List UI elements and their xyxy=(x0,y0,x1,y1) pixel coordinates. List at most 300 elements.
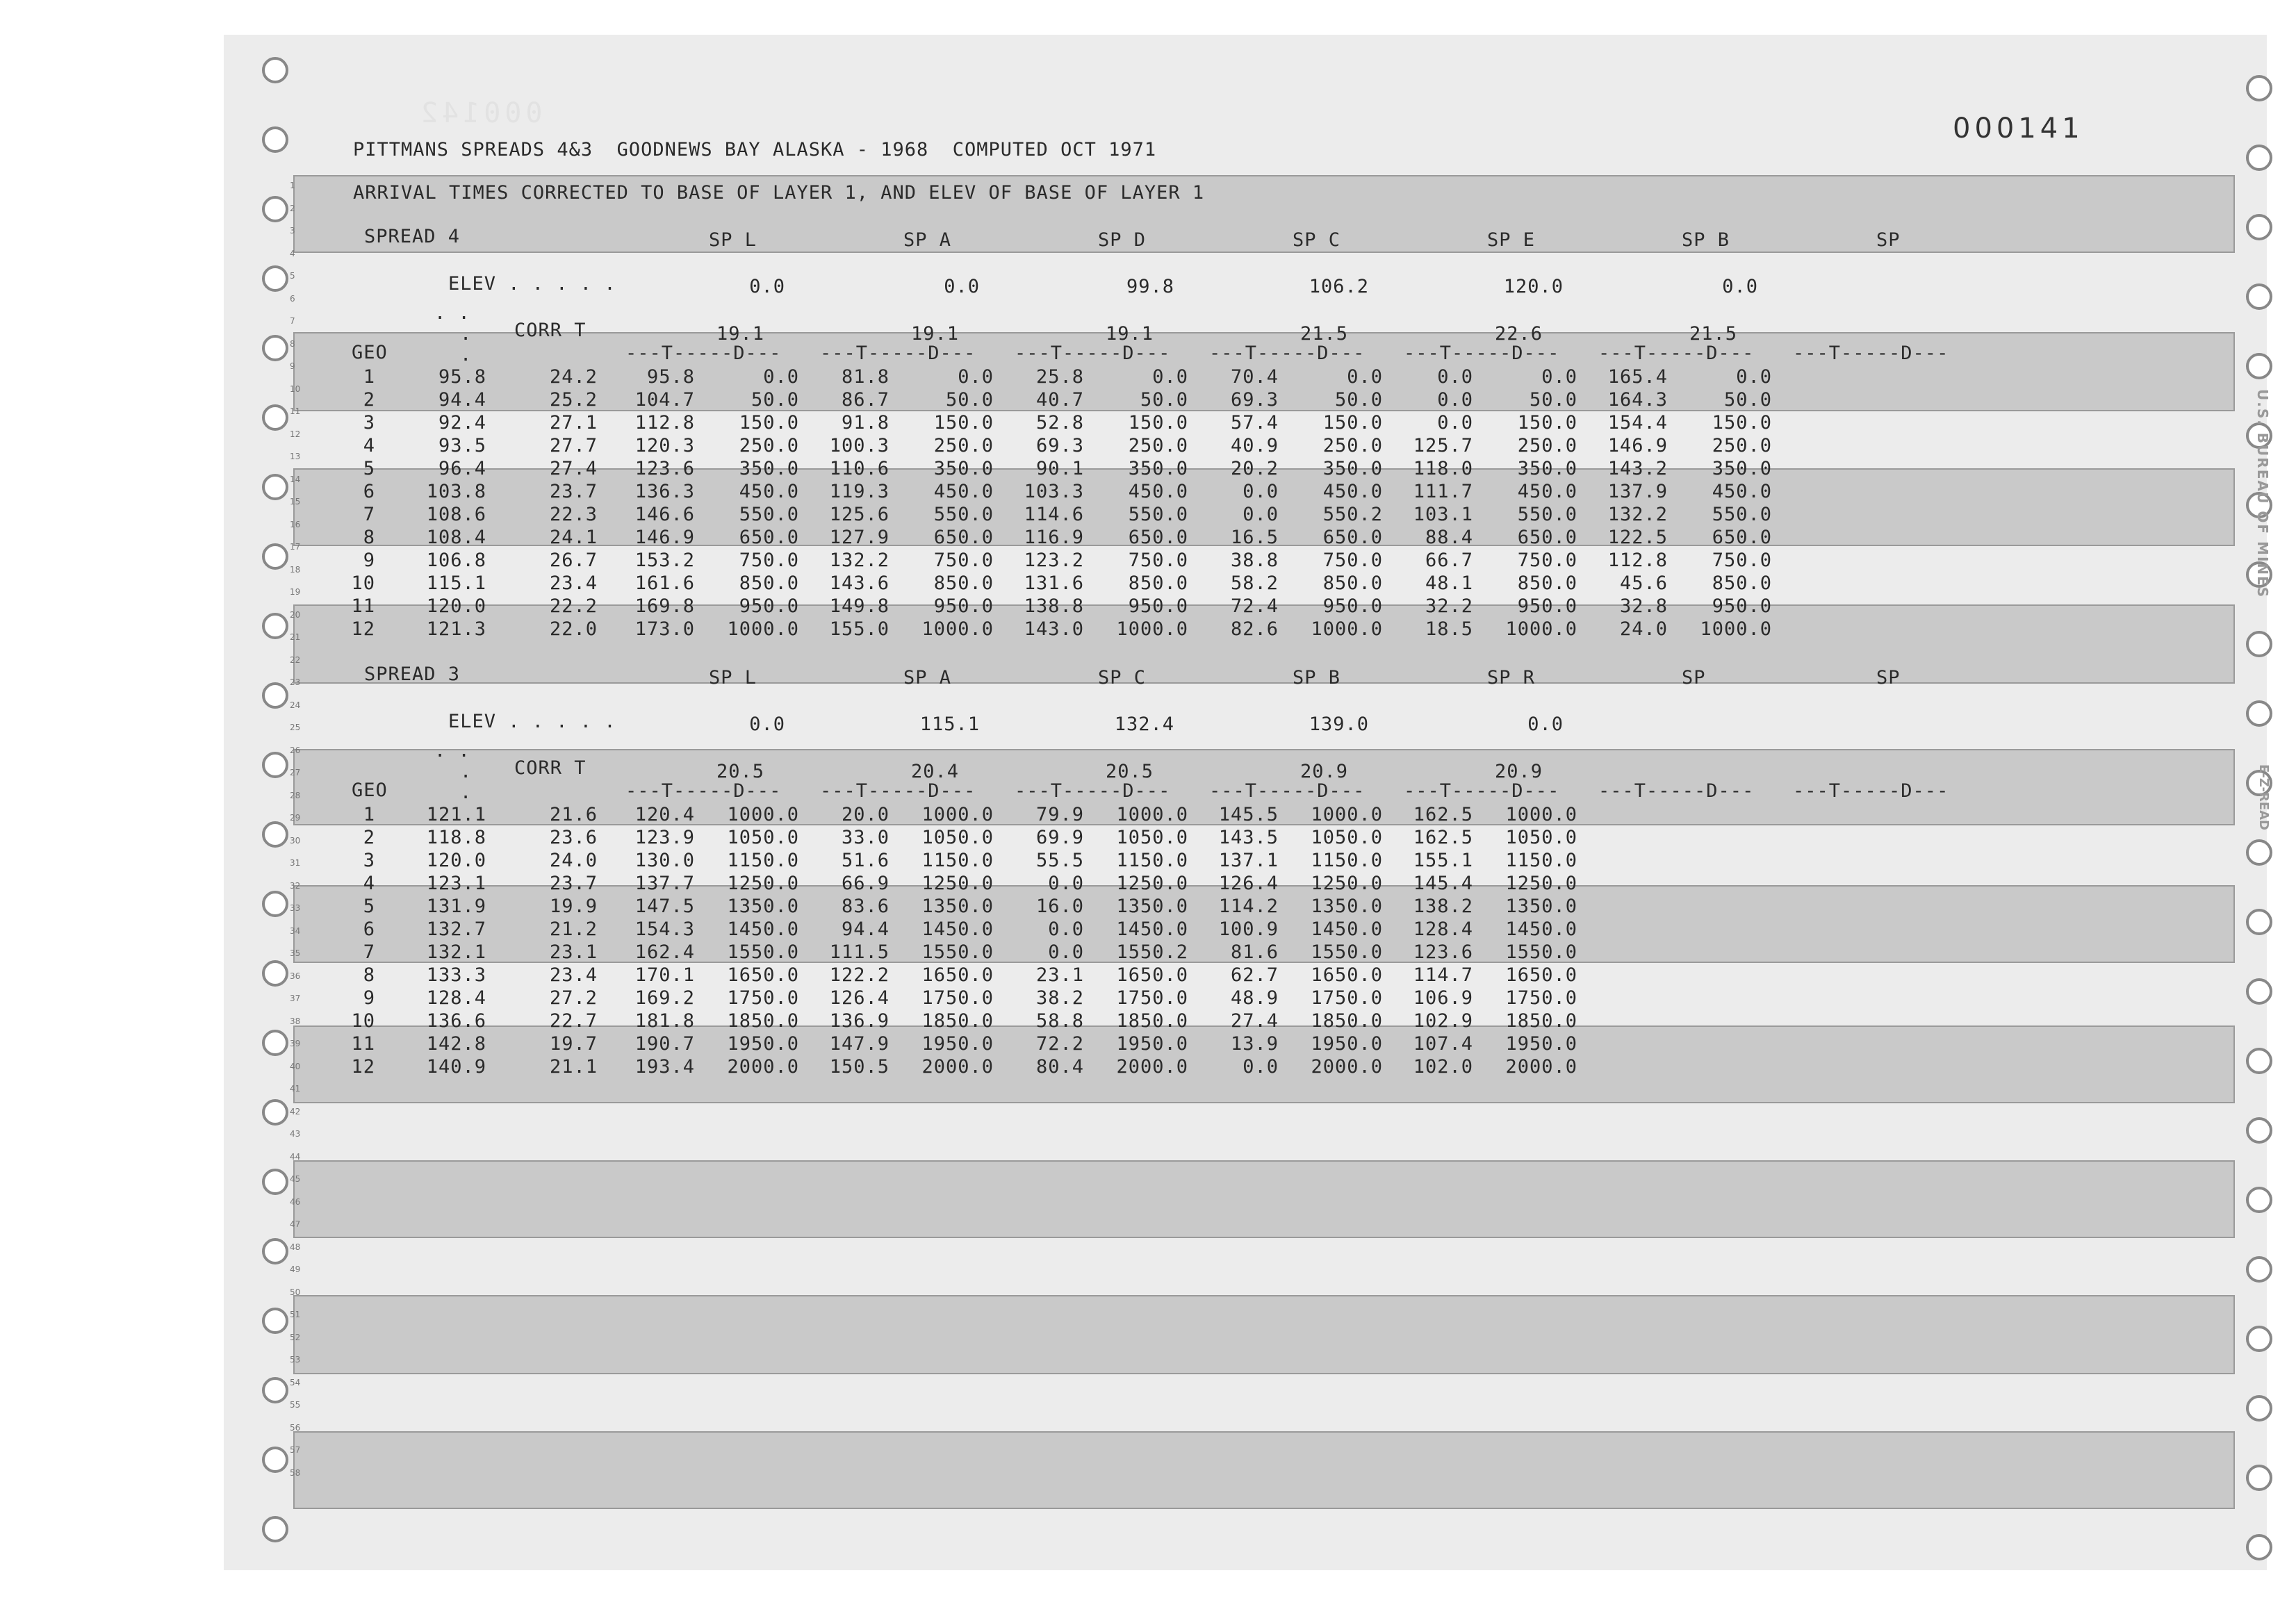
t-value: 128.4 xyxy=(1413,918,1473,940)
line-number: 15 xyxy=(290,497,301,506)
t-value: 125.7 xyxy=(1413,435,1473,456)
corr-value: 23.4 xyxy=(549,572,598,594)
t-value: 86.7 xyxy=(841,389,889,411)
t-value: 0.0 xyxy=(1437,389,1473,411)
td-header: ---T-----D--- xyxy=(1793,780,1949,802)
line-number: 25 xyxy=(290,723,301,732)
elev-value: 136.6 xyxy=(426,1010,486,1032)
corr-value: 25.2 xyxy=(549,389,598,411)
t-value: 126.4 xyxy=(829,987,889,1009)
t-value: 111.5 xyxy=(829,941,889,963)
t-value: 169.2 xyxy=(634,987,695,1009)
spread-label: SPREAD 3 xyxy=(364,664,461,685)
t-value: 143.5 xyxy=(1218,827,1279,848)
t-value: 126.4 xyxy=(1218,873,1279,894)
t-value: 155.1 xyxy=(1413,850,1473,871)
t-value: 33.0 xyxy=(841,827,889,848)
t-value: 143.2 xyxy=(1607,458,1668,479)
d-value: 1050.0 xyxy=(921,827,994,848)
d-value: 1350.0 xyxy=(727,896,799,917)
corr-value: 20.5 xyxy=(1105,761,1154,782)
t-value: 27.4 xyxy=(1230,1010,1279,1032)
dot-marker: . xyxy=(460,323,473,345)
shot-point-label: SP R xyxy=(1487,667,1536,689)
t-value: 94.4 xyxy=(841,918,889,940)
t-value: 114.7 xyxy=(1413,964,1473,986)
corr-value: 19.1 xyxy=(910,323,959,345)
t-value: 81.6 xyxy=(1230,941,1279,963)
t-value: 164.3 xyxy=(1607,389,1668,411)
d-value: 1000.0 xyxy=(1311,804,1383,825)
line-number: 53 xyxy=(290,1355,301,1365)
t-value: 0.0 xyxy=(1243,481,1279,502)
t-value: 20.0 xyxy=(841,804,889,825)
d-value: 1650.0 xyxy=(1505,964,1577,986)
t-value: 16.5 xyxy=(1230,527,1279,548)
d-value: 1000.0 xyxy=(1116,804,1188,825)
t-value: 100.9 xyxy=(1218,918,1279,940)
t-value: 161.6 xyxy=(634,572,695,594)
tractor-hole xyxy=(262,1308,288,1334)
d-value: 1750.0 xyxy=(1505,987,1577,1009)
elev-value: 99.8 xyxy=(1126,276,1174,297)
t-value: 120.3 xyxy=(634,435,695,456)
line-number: 3 xyxy=(290,226,295,236)
t-value: 70.4 xyxy=(1230,366,1279,388)
line-number: 46 xyxy=(290,1196,301,1207)
d-value: 750.0 xyxy=(933,550,994,571)
d-value: 1000.0 xyxy=(1700,618,1772,640)
spread-label: SPREAD 4 xyxy=(364,226,461,247)
geo-value: 6 xyxy=(363,918,375,940)
line-number: 50 xyxy=(290,1287,301,1297)
tractor-hole xyxy=(262,1099,288,1126)
line-number: 7 xyxy=(290,316,295,326)
d-value: 1250.0 xyxy=(1505,873,1577,894)
line-number: 57 xyxy=(290,1445,301,1455)
t-value: 91.8 xyxy=(841,412,889,434)
tractor-hole xyxy=(262,1169,288,1195)
t-value: 45.6 xyxy=(1619,572,1668,594)
elev-value: 0.0 xyxy=(1527,714,1564,735)
d-value: 1050.0 xyxy=(1116,827,1188,848)
elev-value: 115.1 xyxy=(426,572,486,594)
d-value: 1000.0 xyxy=(727,804,799,825)
elev-value: 0.0 xyxy=(944,276,980,297)
corr-value: 23.4 xyxy=(549,964,598,986)
elev-value: 95.8 xyxy=(438,366,486,388)
d-value: 50.0 xyxy=(945,389,994,411)
d-value: 1050.0 xyxy=(1311,827,1383,848)
d-value: 450.0 xyxy=(739,481,799,502)
d-value: 50.0 xyxy=(1723,389,1772,411)
t-value: 114.2 xyxy=(1218,896,1279,917)
geo-value: 10 xyxy=(351,1010,375,1032)
corr-value: 19.1 xyxy=(716,323,764,345)
t-value: 69.3 xyxy=(1230,389,1279,411)
t-value: 48.1 xyxy=(1425,572,1473,594)
d-value: 1550.0 xyxy=(727,941,799,963)
shot-point-label: SP B xyxy=(1682,229,1730,251)
tractor-hole xyxy=(262,1238,288,1264)
geo-value: 3 xyxy=(363,850,375,871)
printout-sheet xyxy=(224,35,2267,1570)
d-value: 450.0 xyxy=(933,481,994,502)
t-value: 147.5 xyxy=(634,896,695,917)
t-value: 120.4 xyxy=(634,804,695,825)
t-value: 32.2 xyxy=(1425,595,1473,617)
line-number: 23 xyxy=(290,677,301,687)
d-value: 450.0 xyxy=(1128,481,1188,502)
elev-value: 0.0 xyxy=(749,276,785,297)
geo-label: GEO xyxy=(352,780,388,801)
d-value: 550.0 xyxy=(1128,504,1188,525)
page-number: 000141 xyxy=(1953,113,2084,145)
line-number: 13 xyxy=(290,452,301,461)
geo-value: 2 xyxy=(363,389,375,411)
d-value: 450.0 xyxy=(1712,481,1772,502)
t-value: 150.5 xyxy=(829,1056,889,1078)
tractor-hole xyxy=(262,1447,288,1473)
geo-value: 8 xyxy=(363,964,375,986)
d-value: 0.0 xyxy=(958,366,994,388)
line-number: 24 xyxy=(290,700,301,710)
d-value: 250.0 xyxy=(1517,435,1577,456)
tractor-hole xyxy=(2246,700,2272,727)
corr-value: 24.0 xyxy=(549,850,598,871)
t-value: 0.0 xyxy=(1048,918,1084,940)
t-value: 125.6 xyxy=(829,504,889,525)
line-number: 8 xyxy=(290,338,295,349)
elev-value: 133.3 xyxy=(426,964,486,986)
line-number: 26 xyxy=(290,745,301,755)
t-value: 52.8 xyxy=(1035,412,1084,434)
t-value: 16.0 xyxy=(1035,896,1084,917)
t-value: 55.5 xyxy=(1035,850,1084,871)
d-value: 50.0 xyxy=(751,389,799,411)
corr-value: 21.1 xyxy=(549,1056,598,1078)
d-value: 150.0 xyxy=(1128,412,1188,434)
d-value: 1950.0 xyxy=(1116,1033,1188,1055)
t-value: 0.0 xyxy=(1243,1056,1279,1078)
shot-point-label: SP A xyxy=(903,667,952,689)
tractor-hole xyxy=(2246,1465,2272,1491)
d-value: 350.0 xyxy=(1712,458,1772,479)
t-value: 103.1 xyxy=(1413,504,1473,525)
t-value: 104.7 xyxy=(634,389,695,411)
elev-value: 132.7 xyxy=(426,918,486,940)
d-value: 1750.0 xyxy=(1311,987,1383,1009)
d-value: 1750.0 xyxy=(921,987,994,1009)
d-value: 1000.0 xyxy=(1116,618,1188,640)
d-value: 450.0 xyxy=(1517,481,1577,502)
tractor-hole xyxy=(262,126,288,153)
t-value: 66.7 xyxy=(1425,550,1473,571)
elev-value: 106.2 xyxy=(1309,276,1369,297)
t-value: 154.4 xyxy=(1607,412,1668,434)
t-value: 102.0 xyxy=(1413,1056,1473,1078)
t-value: 147.9 xyxy=(829,1033,889,1055)
geo-value: 10 xyxy=(351,572,375,594)
line-number: 22 xyxy=(290,654,301,665)
d-value: 1050.0 xyxy=(1505,827,1577,848)
corr-value: 24.1 xyxy=(549,527,598,548)
line-number: 2 xyxy=(290,203,295,213)
line-number: 4 xyxy=(290,248,295,258)
t-value: 95.8 xyxy=(646,366,695,388)
corr-value: 22.7 xyxy=(549,1010,598,1032)
d-value: 2000.0 xyxy=(921,1056,994,1078)
t-value: 149.8 xyxy=(829,595,889,617)
line-number: 45 xyxy=(290,1174,301,1184)
td-header: ---T-----D--- xyxy=(625,343,782,364)
geo-label: GEO xyxy=(352,342,388,363)
t-value: 32.8 xyxy=(1619,595,1668,617)
corr-value: 27.7 xyxy=(549,435,598,456)
d-value: 1550.0 xyxy=(1311,941,1383,963)
t-value: 0.0 xyxy=(1048,941,1084,963)
d-value: 950.0 xyxy=(1712,595,1772,617)
geo-value: 8 xyxy=(363,527,375,548)
line-number: 40 xyxy=(290,1061,301,1071)
line-number: 34 xyxy=(290,925,301,936)
t-value: 38.8 xyxy=(1230,550,1279,571)
t-value: 82.6 xyxy=(1230,618,1279,640)
d-value: 850.0 xyxy=(933,572,994,594)
d-value: 1450.0 xyxy=(1505,918,1577,940)
t-value: 0.0 xyxy=(1243,504,1279,525)
paper-band xyxy=(293,1295,2235,1374)
d-value: 1050.0 xyxy=(727,827,799,848)
t-value: 154.3 xyxy=(634,918,695,940)
td-header: ---T-----D--- xyxy=(1209,780,1366,802)
elev-value: 142.8 xyxy=(426,1033,486,1055)
line-number: 17 xyxy=(290,542,301,552)
tractor-hole xyxy=(262,682,288,709)
d-value: 1350.0 xyxy=(1505,896,1577,917)
d-value: 1000.0 xyxy=(1505,804,1577,825)
corr-value: 27.4 xyxy=(549,458,598,479)
t-value: 162.5 xyxy=(1413,827,1473,848)
t-value: 48.9 xyxy=(1230,987,1279,1009)
td-header: ---T-----D--- xyxy=(1598,343,1755,364)
corr-label: CORR T xyxy=(514,757,587,779)
t-value: 137.7 xyxy=(634,873,695,894)
td-header: ---T-----D--- xyxy=(820,780,976,802)
corr-value: 21.5 xyxy=(1689,323,1737,345)
t-value: 118.0 xyxy=(1413,458,1473,479)
elev-value: 121.1 xyxy=(426,804,486,825)
d-value: 550.2 xyxy=(1322,504,1383,525)
td-header: ---T-----D--- xyxy=(1404,780,1560,802)
tractor-hole xyxy=(262,752,288,778)
d-value: 650.0 xyxy=(1128,527,1188,548)
tractor-hole xyxy=(262,1030,288,1056)
d-value: 250.0 xyxy=(739,435,799,456)
tractor-hole xyxy=(2246,283,2272,310)
d-value: 750.0 xyxy=(1517,550,1577,571)
shot-point-label: SP A xyxy=(903,229,952,251)
t-value: 107.4 xyxy=(1413,1033,1473,1055)
d-value: 0.0 xyxy=(1541,366,1577,388)
geo-value: 12 xyxy=(351,1056,375,1078)
d-value: 1550.0 xyxy=(921,941,994,963)
line-number: 14 xyxy=(290,474,301,484)
t-value: 130.0 xyxy=(634,850,695,871)
line-number: 21 xyxy=(290,632,301,642)
t-value: 162.4 xyxy=(634,941,695,963)
shot-point-label: SP C xyxy=(1098,667,1147,689)
t-value: 102.9 xyxy=(1413,1010,1473,1032)
tractor-hole xyxy=(262,474,288,500)
d-value: 1450.0 xyxy=(1311,918,1383,940)
t-value: 123.9 xyxy=(634,827,695,848)
elev-value: 94.4 xyxy=(438,389,486,411)
report-subtitle: ARRIVAL TIMES CORRECTED TO BASE OF LAYER 1, AND ELEV OF BASE OF LAYER 1 xyxy=(353,182,1205,204)
line-number: 56 xyxy=(290,1422,301,1433)
tractor-hole xyxy=(262,543,288,570)
line-number: 30 xyxy=(290,835,301,846)
d-value: 850.0 xyxy=(739,572,799,594)
line-number: 36 xyxy=(290,971,301,981)
geo-value: 1 xyxy=(363,804,375,825)
corr-value: 21.2 xyxy=(549,918,598,940)
ghost-page-number: 000142 xyxy=(417,97,543,129)
t-value: 165.4 xyxy=(1607,366,1668,388)
d-value: 1450.0 xyxy=(1116,918,1188,940)
t-value: 190.7 xyxy=(634,1033,695,1055)
d-value: 1150.0 xyxy=(1505,850,1577,871)
t-value: 112.8 xyxy=(1607,550,1668,571)
line-number: 9 xyxy=(290,361,295,371)
line-number: 27 xyxy=(290,768,301,777)
line-number: 33 xyxy=(290,903,301,913)
d-value: 1850.0 xyxy=(1311,1010,1383,1032)
tractor-hole xyxy=(262,891,288,917)
d-value: 550.0 xyxy=(739,504,799,525)
d-value: 2000.0 xyxy=(1311,1056,1383,1078)
d-value: 850.0 xyxy=(1128,572,1188,594)
d-value: 1750.0 xyxy=(727,987,799,1009)
t-value: 58.8 xyxy=(1035,1010,1084,1032)
t-value: 100.3 xyxy=(829,435,889,456)
elev-value: 120.0 xyxy=(426,595,486,617)
t-value: 58.2 xyxy=(1230,572,1279,594)
t-value: 81.8 xyxy=(841,366,889,388)
line-number: 19 xyxy=(290,587,301,597)
t-value: 153.2 xyxy=(634,550,695,571)
t-value: 38.2 xyxy=(1035,987,1084,1009)
t-value: 137.1 xyxy=(1218,850,1279,871)
t-value: 145.5 xyxy=(1218,804,1279,825)
d-value: 1000.0 xyxy=(1505,618,1577,640)
t-value: 138.8 xyxy=(1024,595,1084,617)
d-value: 650.0 xyxy=(1517,527,1577,548)
t-value: 122.2 xyxy=(829,964,889,986)
d-value: 250.0 xyxy=(1128,435,1188,456)
paper-band xyxy=(293,1160,2235,1238)
geo-value: 4 xyxy=(363,435,375,456)
d-value: 1950.0 xyxy=(921,1033,994,1055)
tractor-hole xyxy=(2246,1187,2272,1213)
tractor-hole xyxy=(262,1516,288,1542)
geo-value: 11 xyxy=(351,595,375,617)
t-value: 132.2 xyxy=(829,550,889,571)
line-number: 18 xyxy=(290,564,301,575)
d-value: 1000.0 xyxy=(921,804,994,825)
t-value: 69.9 xyxy=(1035,827,1084,848)
t-value: 155.0 xyxy=(829,618,889,640)
d-value: 1000.0 xyxy=(1311,618,1383,640)
td-header: ---T-----D--- xyxy=(1209,343,1366,364)
t-value: 112.8 xyxy=(634,412,695,434)
elev-value: 0.0 xyxy=(749,714,785,735)
d-value: 1850.0 xyxy=(727,1010,799,1032)
elev-value: 93.5 xyxy=(438,435,486,456)
line-number: 16 xyxy=(290,519,301,529)
dot-marker: . . xyxy=(434,740,470,761)
t-value: 103.3 xyxy=(1024,481,1084,502)
line-number: 47 xyxy=(290,1219,301,1229)
line-number: 48 xyxy=(290,1242,301,1252)
elev-value: 132.1 xyxy=(426,941,486,963)
d-value: 1450.0 xyxy=(921,918,994,940)
d-value: 50.0 xyxy=(1529,389,1577,411)
geo-value: 2 xyxy=(363,827,375,848)
geo-value: 4 xyxy=(363,873,375,894)
corr-value: 20.9 xyxy=(1299,761,1348,782)
d-value: 1150.0 xyxy=(921,850,994,871)
d-value: 1850.0 xyxy=(1116,1010,1188,1032)
shot-point-label: SP D xyxy=(1098,229,1147,251)
t-value: 40.9 xyxy=(1230,435,1279,456)
dot-marker: . xyxy=(460,782,473,803)
tractor-hole xyxy=(2246,145,2272,171)
geo-value: 3 xyxy=(363,412,375,434)
t-value: 20.2 xyxy=(1230,458,1279,479)
t-value: 62.7 xyxy=(1230,964,1279,986)
shot-point-label: SP xyxy=(1876,667,1901,689)
elev-value: 128.4 xyxy=(426,987,486,1009)
line-number: 20 xyxy=(290,609,301,620)
d-value: 2000.0 xyxy=(1116,1056,1188,1078)
t-value: 122.5 xyxy=(1607,527,1668,548)
t-value: 162.5 xyxy=(1413,804,1473,825)
t-value: 106.9 xyxy=(1413,987,1473,1009)
d-value: 1950.0 xyxy=(1311,1033,1383,1055)
line-number: 1 xyxy=(290,181,295,190)
tractor-hole xyxy=(262,613,288,639)
elev-label: ELEV . . . . . xyxy=(448,711,616,732)
line-number: 5 xyxy=(290,271,295,281)
shot-point-label: SP L xyxy=(709,229,757,251)
t-value: 138.2 xyxy=(1413,896,1473,917)
d-value: 150.0 xyxy=(1517,412,1577,434)
line-number: 31 xyxy=(290,858,301,868)
corr-value: 24.2 xyxy=(549,366,598,388)
tractor-hole xyxy=(262,57,288,83)
d-value: 650.0 xyxy=(1322,527,1383,548)
t-value: 170.1 xyxy=(634,964,695,986)
t-value: 66.9 xyxy=(841,873,889,894)
line-number: 42 xyxy=(290,1106,301,1117)
d-value: 250.0 xyxy=(1712,435,1772,456)
d-value: 250.0 xyxy=(1322,435,1383,456)
elev-value: 123.1 xyxy=(426,873,486,894)
tractor-hole xyxy=(262,404,288,431)
t-value: 146.6 xyxy=(634,504,695,525)
d-value: 1350.0 xyxy=(921,896,994,917)
